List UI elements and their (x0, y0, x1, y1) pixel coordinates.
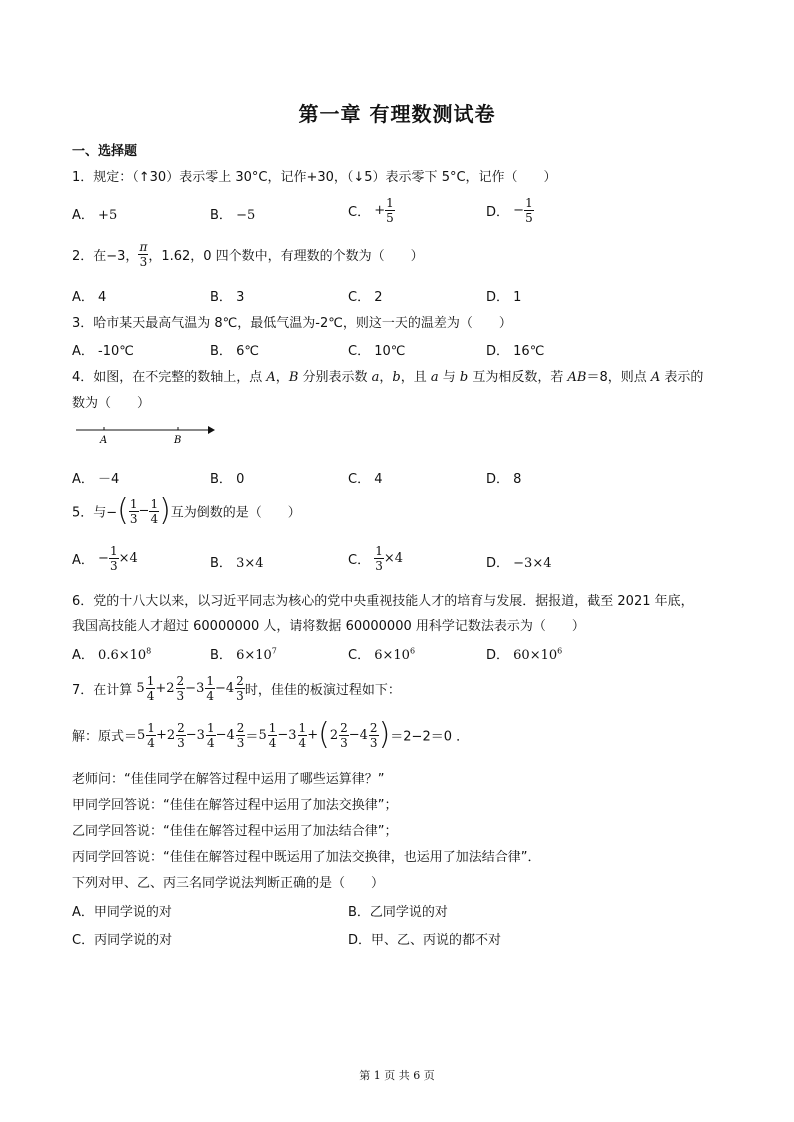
q1-option-a: A． +5 (72, 208, 118, 223)
page-footer: 第 1 页 共 6 页 (359, 1069, 435, 1082)
q5-option-a: A． − $\frac{1}{3}$ ×4 (72, 544, 138, 573)
student-jia-answer: 甲同学回答说：“佳佳在解答过程中运用了加法交换律”； (72, 798, 398, 813)
axis-label-a: A (100, 435, 108, 446)
q7-option-c: C．丙同学说的对 (72, 933, 173, 948)
question-1-stem: 1．规定：（↑30）表示零上 30°C，记作+30，（↓5）表示零下 5°C，记作（ ） (72, 170, 557, 185)
question-4-line-2: 数为（ ） (72, 396, 151, 411)
q5-option-c: C． $\frac{1}{3}$ ×4 (348, 544, 404, 573)
q7-option-d: D．甲、乙、丙说的都不对 (348, 933, 502, 948)
q1-option-d: D． − $\frac{1}{5}$ (486, 196, 533, 225)
q2-option-d: D． 1 (486, 290, 522, 305)
q2-option-c: C． 2 (348, 290, 383, 305)
question-7-solution: 解：原式＝ 5 $\frac{1}{4}$ + 2 $\frac{2}{3}$ − 3 $\frac{1}{4}$ − 4 $\frac{2}{3}$ ＝ 5 $\frac{1}{4}$ − 3 $\frac{1}{4}$ +( 2 $\frac{2}{3}$ − 4 $\frac{2}{3}$ )＝2−2＝0 ． (72, 717, 470, 752)
q1-option-b: B． −5 (210, 208, 256, 223)
q7-option-a: A．甲同学说的对 (72, 905, 172, 920)
q7-option-b: B．乙同学说的对 (348, 905, 448, 920)
question-2-stem: 2．在−3， $\frac{\pi}{3}$ ，1.62，0 四个数中，有理数的个数为（ ） (72, 240, 424, 269)
q4-option-a: A． －4 (72, 472, 120, 487)
question-4-line-1: 4．如图，在不完整的数轴上，点 A，B 分别表示数 a，b，且 a 与 b 互为相反数，若 AB＝8，则点 A 表示的 (72, 370, 704, 385)
question-6-line-1: 6．党的十八大以来，以习近平同志为核心的党中央重视技能人才的培育与发展．据报道，截至 2021 年底， (72, 594, 694, 609)
question-3-stem: 3．哈市某天最高气温为 8℃，最低气温为-2℃，则这一天的温差为（ ） (72, 316, 512, 331)
number-line-figure (72, 420, 222, 446)
q2-option-a: A． 4 (72, 290, 107, 305)
q6-option-d: D． $60\times 10^6$ (486, 646, 563, 663)
student-bing-answer: 丙同学回答说：“佳佳在解答过程中既运用了加法交换律，也运用了加法结合律”． (72, 850, 541, 865)
q6-option-b: B． $6\times 10^7$ (210, 646, 277, 663)
q4-option-d: D． 8 (486, 472, 522, 487)
section-heading: 一、选择题 (72, 144, 138, 159)
q6-option-c: C． $6\times 10^6$ (348, 646, 416, 663)
question-7-stem: 7．在计算 5 $\frac{1}{4}$ + 2 $\frac{2}{3}$ − 3 $\frac{1}{4}$ − 4 $\frac{2}{3}$ 时，佳佳的板演过程如下： (72, 674, 401, 703)
axis-label-b: B (174, 435, 182, 446)
q4-option-c: C． 4 (348, 472, 383, 487)
q3-option-d: D． 16℃ (486, 344, 545, 359)
q1-option-c: C． + $\frac{1}{5}$ (348, 196, 394, 225)
q3-option-c: C． 10℃ (348, 344, 406, 359)
q6-option-a: A． $0.6\times 10^8$ (72, 646, 152, 663)
q5-option-d: D． −3×4 (486, 556, 552, 571)
q4-option-b: B． 0 (210, 472, 245, 487)
q2-option-b: B． 3 (210, 290, 245, 305)
question-5-stem: 5．与−( $\frac{1}{3}$ − $\frac{1}{4}$ )互为倒数的是（ ） (72, 493, 301, 528)
q3-option-b: B． 6℃ (210, 344, 259, 359)
question-7-ask: 下列对甲、乙、丙三名同学说法判断正确的是（ ） (72, 876, 385, 891)
student-yi-answer: 乙同学回答说：“佳佳在解答过程中运用了加法结合律”； (72, 824, 398, 839)
page-title: 第一章 有理数测试卷 (298, 102, 496, 126)
q3-option-a: A． -10℃ (72, 344, 134, 359)
number-line-arrow (208, 426, 215, 434)
question-6-line-2: 我国高技能人才超过 60000000 人，请将数据 60000000 用科学记数法表示为（ ） (72, 619, 585, 634)
teacher-question: 老师问：“佳佳同学在解答过程中运用了哪些运算律？” (72, 772, 385, 787)
q5-option-b: B． 3×4 (210, 556, 264, 571)
